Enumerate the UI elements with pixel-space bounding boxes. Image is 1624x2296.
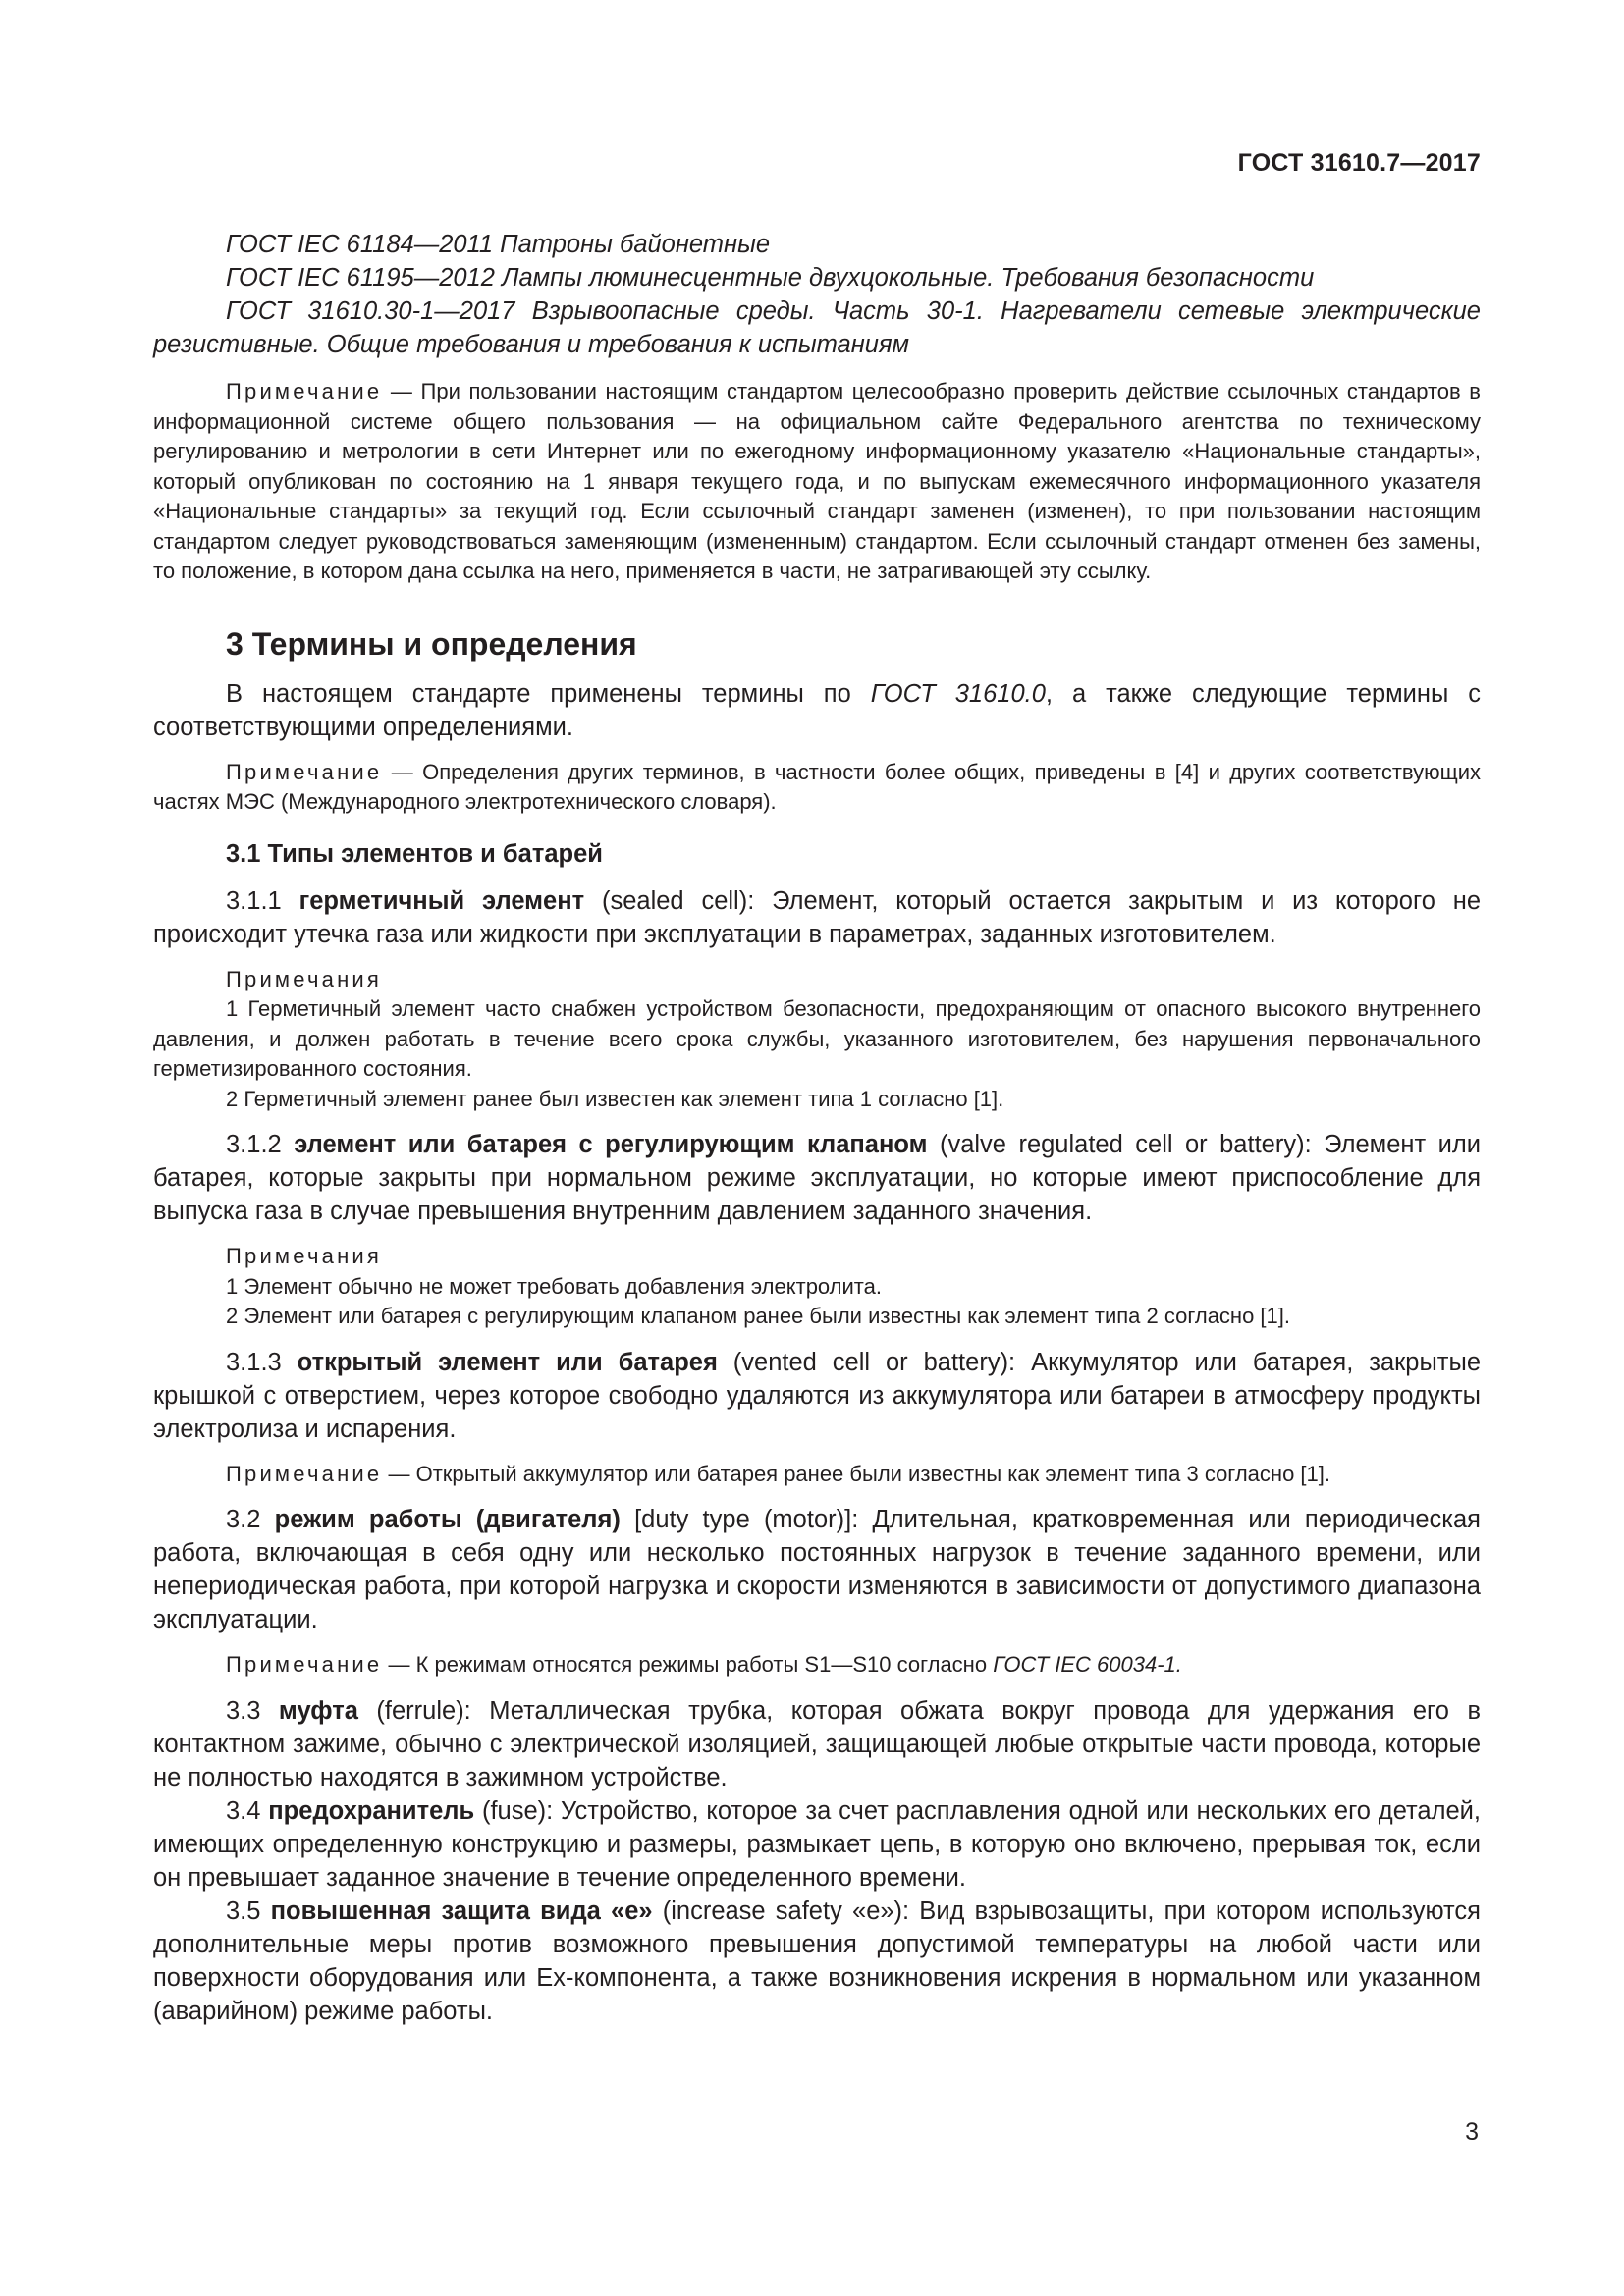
note-text: При пользовании настоящим стандартом целесообразно проверить действие ссылочных стандартов в информационной системе общего пользования — на официальном сайте Федерального агентства по техническому регулированию и метрологии в сети Интернет или по ежегодному информационному указателю «Национальные стандарты», который опубликован по состоянию на 1 января текущего года, и по выпускам ежемесячного информационного указателя «Национальные стандарты» за текущий год. Если ссылочный стандарт заменен (изменен), то при пользовании настоящим стандартом следует руководствоваться заменяющим (измененным) стандартом. Если ссылочный стандарт отменен без замены, то положение, в котором дана ссылка на него, применяется в части, не затрагивающей эту ссылку. [153,379,1481,583]
term-note: Примечание — Открытый аккумулятор или батарея ранее были известны как элемент типа 3 согласно [1]. [226,1461,1330,1486]
term-3-4: 3.4 предохранитель (fuse): Устройство, которое за счет расплавления одной или нескольких его деталей, имеющих определенную конструкцию и размеры, размыкает цепь, в которую оно включено, прерывая ток, если он превышает заданное значение в течение определенного времени. [153,1796,1481,1892]
section-title: 3 Термины и определения [226,625,637,662]
normative-reference: ГОСТ IEC 61195—2012 Лампы люминесцентные двухцокольные. Требования безопасности [226,264,1315,292]
term-3-1-1: 3.1.1 герметичный элемент (sealed cell): Элемент, который остается закрытым и из которого не происходит утечка газа или жидкости при эксплуатации в параметрах, заданных изготовителем. [153,886,1481,948]
term-3-3: 3.3 муфта (ferrule): Металлическая трубка, которая обжата вокруг провода для удержания его в контактном зажиме, обычно с электрической изоляцией, защищающей любые открытые части провода, которые не полностью находятся в зажимном устройстве. [153,1696,1481,1791]
term-name: повышенная защита вида «е» [270,1896,653,1925]
document-header: ГОСТ 31610.7—2017 [1237,149,1481,177]
term-note: Примечание — К режимам относятся режимы работы S1—S10 согласно ГОСТ IEC 60034-1. [226,1652,1182,1677]
note-label: Примечание [226,1461,383,1486]
term-name: предохранитель [268,1796,475,1825]
term-note: 2 Элемент или батарея с регулирующим клапаном ранее были известны как элемент типа 2 согласно [1]. [226,1304,1291,1328]
subsection-title: 3.1 Типы элементов и батарей [226,839,603,868]
term-note: 1 Герметичный элемент часто снабжен устройством безопасности, предохраняющим от опасного высокого внутреннего давления, и должен работать в течение всего срока службы, указанного изготовителем, без нарушения первоначального герметизированного состояния. [153,996,1481,1081]
normative-reference: ГОСТ 31610.30-1—2017 Взрывоопасные среды. Часть 30-1. Нагреватели сетевые электрические резистивные. Общие требования и требования к испытаниям [153,297,1481,358]
term-name: элемент или батарея с регулирующим клапаном [294,1131,928,1158]
term-3-1-3: 3.1.3 открытый элемент или батарея (vented cell or battery): Аккумулятор или батарея, закрытые крышкой с отверстием, через которое свободно удаляются из аккумулятора или батареи в атмосферу продукты электролиза и испарения. [153,1348,1481,1443]
term-note: 2 Герметичный элемент ранее был известен как элемент типа 1 согласно [1]. [226,1086,1004,1111]
intro-reference: ГОСТ 31610.0 [870,679,1046,708]
note-label: Примечание [226,379,383,403]
term-3-5: 3.5 повышенная защита вида «е» (increase safety «е»): Вид взрывозащиты, при котором используются дополнительные меры против возможного превышения допустимой температуры на любой части или поверхности оборудования или Ex-компонента, а также возникновения искрения в нормальном или указанном (аварийном) режиме работы. [153,1896,1481,2025]
term-3-2: 3.2 режим работы (двигателя) [duty type (motor)]: Длительная, кратковременная или периодическая работа, включающая в себя одну или несколько постоянных нагрузок в течение заданного времени, или непериодическая работа, при которой нагрузка и скорости изменяются в зависимости от допустимого диапазона эксплуатации. [153,1506,1481,1633]
notes-heading: Примечания [226,1244,383,1268]
references-note: Примечание — При пользовании настоящим стандартом целесообразно проверить действие ссылочных стандартов в информационной системе общего пользования — на официальном сайте Федерального агентства по техническому регулированию и метрологии в сети Интернет или по ежегодному информационному указателю «Национальные стандарты», который опубликован по состоянию на 1 января текущего года, и по выпускам ежемесячного информационного указателя «Национальные стандарты» за текущий год. Если ссылочный стандарт заменен (изменен), то при пользовании настоящим стандартом следует руководствоваться заменяющим (измененным) стандартом. Если ссылочный стандарт отменен без замены, то положение, в котором дана ссылка на него, применяется в части, не затрагивающей эту ссылку. [153,379,1481,583]
intro-note: Примечание — Определения других терминов, в частности более общих, приведены в [4] и других соответствующих частях МЭС (Международного электротехнического словаря). [153,759,1481,814]
term-3-1-2: 3.1.2 элемент или батарея с регулирующим клапаном (valve regulated cell or battery): Элемент или батарея, которые закрыты при нормальном режиме эксплуатации, но которые имеют приспособление для выпуска газа в случае превышения внутренним давлением заданного значения. [153,1131,1481,1225]
page-number: 3 [1465,2118,1479,2146]
term-name: муфта [278,1696,358,1725]
note-label: Примечание [226,1652,383,1677]
term-name: герметичный элемент [298,886,585,915]
section-intro: В настоящем стандарте применены термины по ГОСТ 31610.0, а также следующие термины с соответствующими определениями. [153,679,1482,741]
term-name: открытый элемент или батарея [297,1348,718,1376]
note-reference: ГОСТ IEC 60034-1. [993,1652,1182,1677]
normative-reference: ГОСТ IEC 61184—2011 Патроны байонетные [226,231,771,258]
notes-heading: Примечания [226,966,383,991]
term-note: 1 Элемент обычно не может требовать добавления электролита. [226,1273,882,1299]
page-content [153,228,1481,2028]
note-label: Примечание [226,759,383,784]
term-name: режим работы (двигателя) [274,1506,621,1533]
